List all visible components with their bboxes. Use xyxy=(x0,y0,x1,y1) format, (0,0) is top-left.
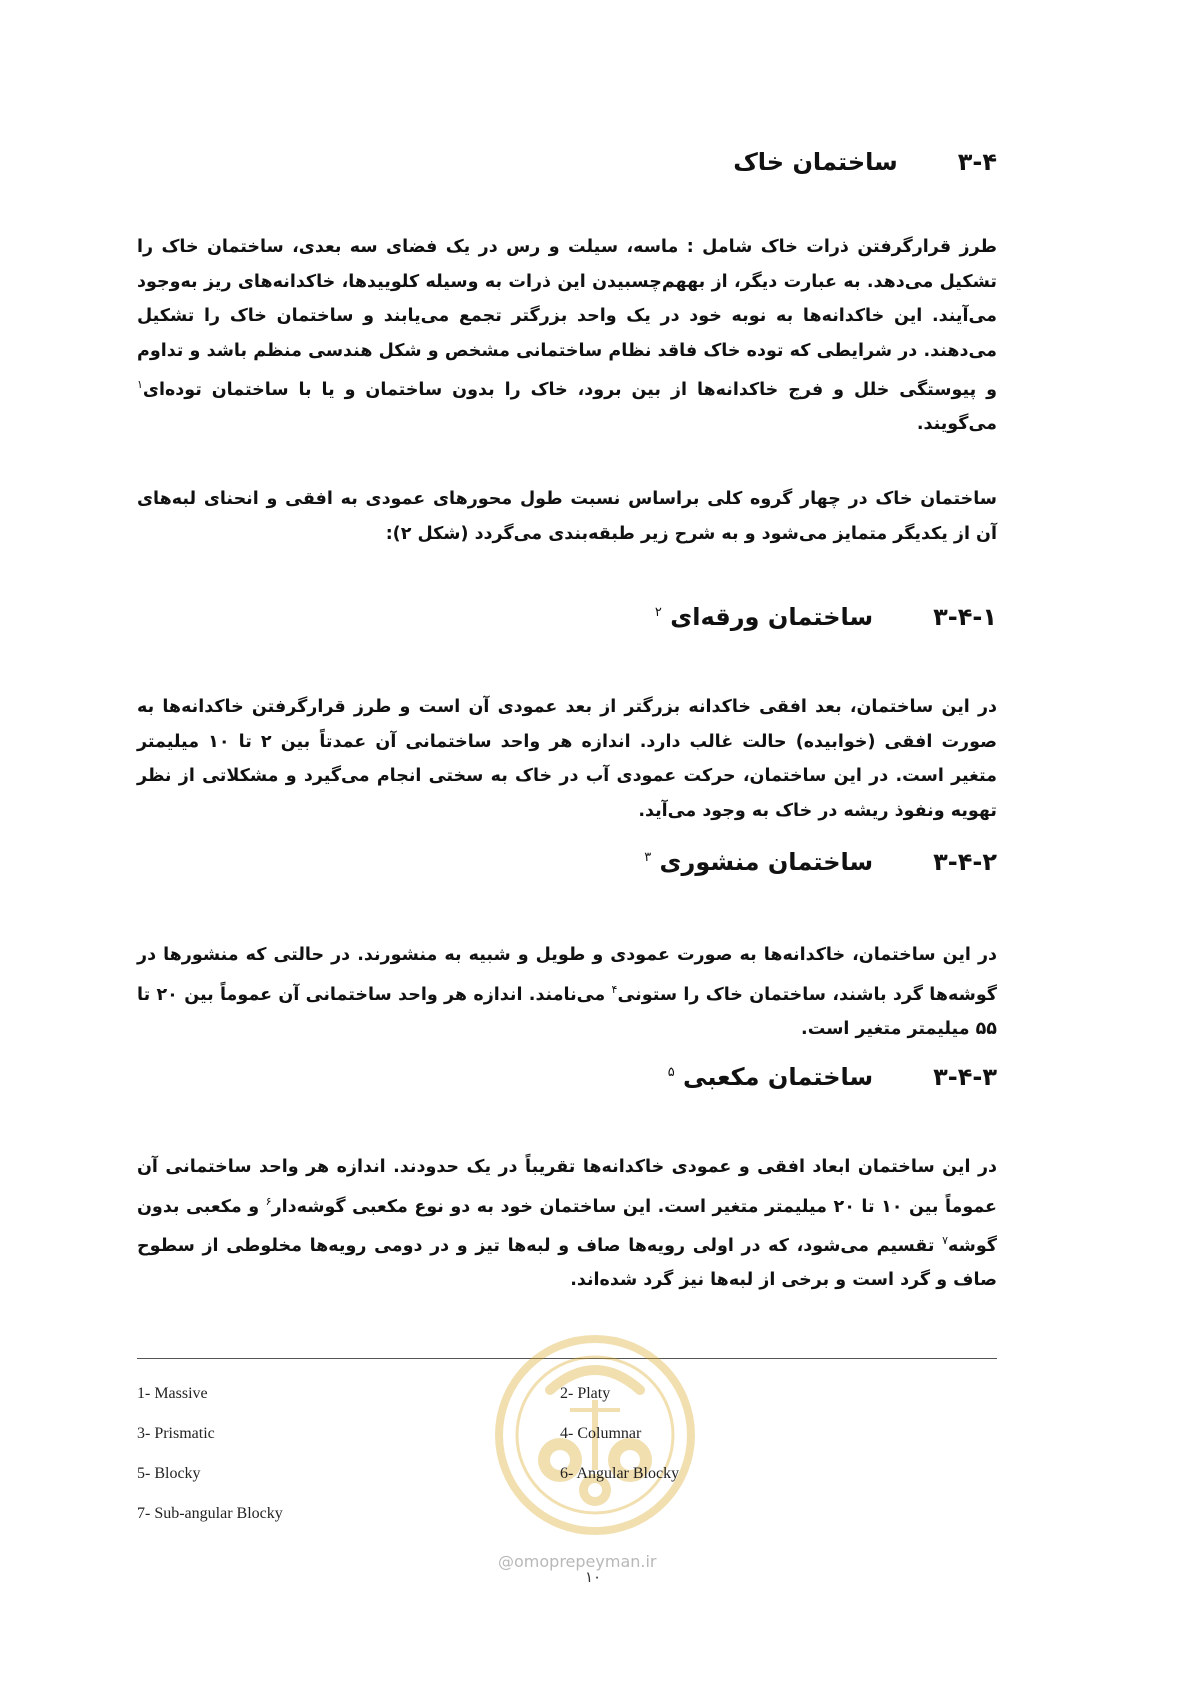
subsection-number: ۳-۴-۳ xyxy=(933,1063,997,1091)
blocky-paragraph xyxy=(137,1150,997,1298)
watermark-site: omoprepeyman.ir xyxy=(514,1552,657,1571)
at-icon: @ xyxy=(498,1552,514,1571)
subsection-title: ساختمان ورقه‌ای xyxy=(670,603,874,631)
footnote-ref: ۵ xyxy=(667,1065,675,1080)
page-number: ۱۰ xyxy=(585,1568,602,1586)
footnote-ref: ۷ xyxy=(942,1233,949,1247)
footnote-5: 5- Blocky xyxy=(137,1465,201,1482)
prismatic-text: در این ساختمان، خاکدانه‌ها به صورت عمودی و طویل و شبیه به منشورند. در حالتی که منشورها در گوشه‌ها گرد باشند، ساختمان خاک را ستونی xyxy=(137,945,997,1005)
prismatic-paragraph xyxy=(137,938,997,1046)
subsection-title: ساختمان مکعبی xyxy=(683,1063,874,1091)
intro-text: طرز قرارگرفتن ذرات خاک شامل : ماسه، سیلت و رس در یک فضای سه بعدی، ساختمان خاک را تشکیل می‌دهد. به عبارت دیگر، از بههم‌چسبیدن این ذرات به وسیله کلوییدها، خاکدانه‌های ریز به‌وجود می‌آیند. این خاکدانه‌ها به نوبه خود در یک واحد بزرگتر تجمع می‌یابند و ساختمان خاک را تشکیل می‌دهند. در شرایطی که توده خاک فاقد نظام ساختمانی مشخص و شکل هندسی منظم باشد و تداوم و پیوستگی خلل و فرج خاکدانه‌ها از بین برود، خاک را بدون ساختمان و یا با ساختمان توده‌ای xyxy=(137,237,997,400)
subsection-heading-prismatic xyxy=(644,848,997,876)
classification-paragraph: ساختمان خاک در چهار گروه کلی براساس نسبت طول محورهای عمودی به افقی و انحنای لبه‌های آن از یکدیگر متمایز می‌شود و به شرح زیر طبقه‌بندی می‌گردد (شکل ۲): xyxy=(137,489,997,544)
footnote-ref: ۴ xyxy=(611,982,618,996)
footnote-3: 3- Prismatic xyxy=(137,1425,215,1442)
footnote-4: 4- Columnar xyxy=(560,1425,642,1442)
prismatic-text-end: می‌نامند. اندازه هر واحد ساختمانی آن عموماً بین ۲۰ تا ۵۵ میلیمتر متغیر است. xyxy=(137,984,997,1039)
blocky-text-c: تقسیم می‌شود، که در اولی رویه‌ها صاف و لبه‌ها تیز و در دومی رویه‌ها مخلوطی از سطوح صاف و گرد است و برخی از لبه‌ها نیز گرد شده‌اند. xyxy=(137,1235,997,1291)
footnote-6: 6- Angular Blocky xyxy=(560,1465,680,1482)
subsection-number: ۳-۴-۲ xyxy=(933,848,997,876)
footnote-ref: ۶ xyxy=(265,1194,272,1208)
blocky-text-a: در این ساختمان ابعاد افقی و عمودی خاکدانه‌ها تقریباً در یک حدودند. اندازه هر واحد ساختمانی آن عموماً بین ۱۰ تا ۲۰ میلیمتر متغیر است. این ساختمان خود به دو نوع مکعبی گوشه‌دار xyxy=(137,1157,998,1217)
subsection-number: ۳-۴-۱ xyxy=(933,603,997,631)
footnote-ref: ۱ xyxy=(137,378,143,391)
footnote-1: 1- Massive xyxy=(137,1385,208,1402)
platy-paragraph: در این ساختمان، بعد افقی خاکدانه بزرگتر از بعد عمودی آن است و طرز قرارگرفتن خاکدانه‌ها به صورت افقی (خوابیده) حالت غالب دارد. اندازه هر واحد ساختمانی آن عمدتاً بین ۲ تا ۱۰ میلیمتر متغیر است. در این ساختمان، حرکت عمودی آب در خاک به سختی انجام می‌گیرد و مشکلاتی از نظر تهویه ونفوذ ریشه در خاک به وجود می‌آید. xyxy=(137,697,997,821)
intro-text-end: می‌گویند. xyxy=(916,414,997,435)
footnote-ref: ۳ xyxy=(644,850,652,865)
footnote-7: 7- Sub-angular Blocky xyxy=(137,1505,283,1522)
section-heading xyxy=(733,148,997,176)
subsection-title: ساختمان منشوری xyxy=(659,848,874,876)
watermark-url xyxy=(498,1552,657,1571)
subsection-heading-blocky xyxy=(668,1063,997,1091)
footnote-2: 2- Platy xyxy=(560,1385,611,1402)
section-title: ساختمان خاک xyxy=(733,148,898,176)
blocky-text-b: و مکعبی بدون گوشه xyxy=(137,1196,997,1256)
footnote-ref: ۲ xyxy=(654,605,662,620)
intro-paragraph xyxy=(137,230,997,442)
section-number: ۳-۴ xyxy=(957,148,997,176)
subsection-heading-platy xyxy=(655,603,997,631)
